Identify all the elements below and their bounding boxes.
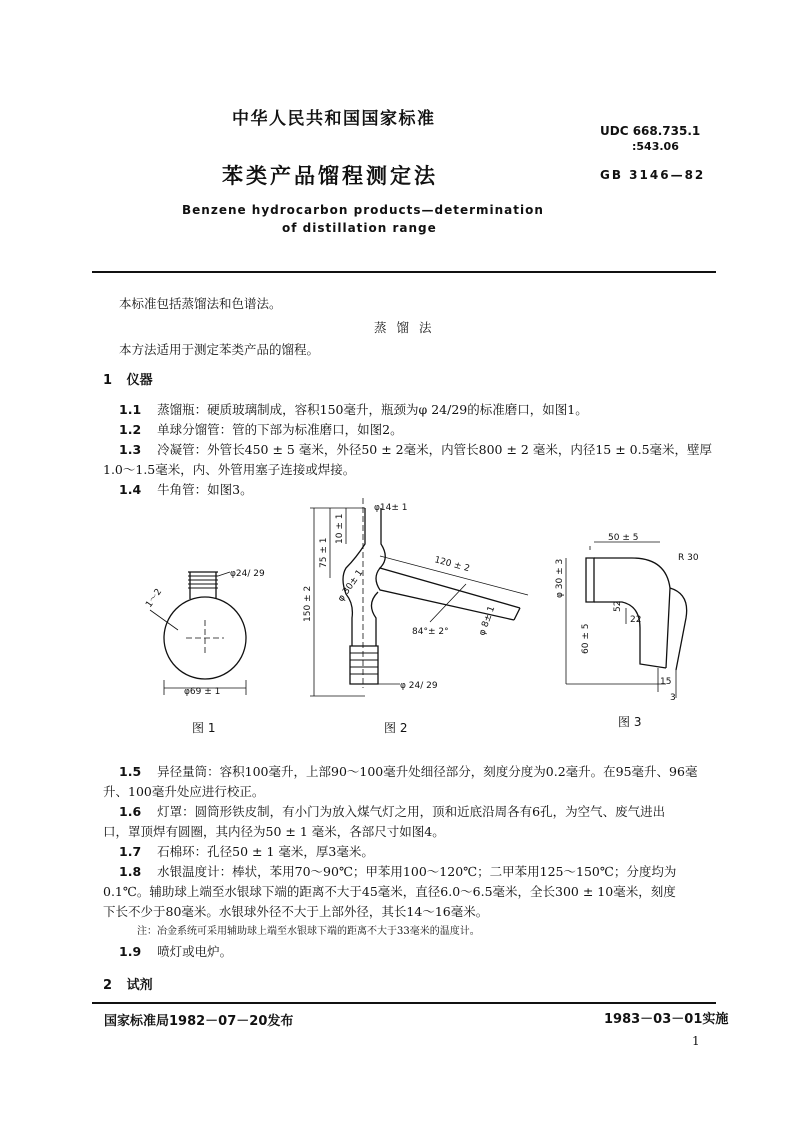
fig3-width: 50 ± 5 (608, 533, 639, 543)
clause-1-8-cont2: 下长不少于80毫米。水银球外径不大于上部外径，其长14～16毫米。 (103, 904, 489, 919)
clause-number: 1.4 (119, 482, 142, 497)
clause-1-6-cont: 口，罩顶焊有圆圈，其内径为50 ± 1 毫米，各部尺寸如图4。 (103, 824, 445, 839)
clause-number: 1.7 (119, 844, 142, 859)
clause-1-5-cont: 升、100毫升处应进行校正。 (103, 784, 265, 799)
clause-1-7 (119, 842, 374, 860)
fig2-bulb: φ 30± 1 (336, 568, 366, 604)
fig1-offset-label: 1～2 (144, 587, 165, 610)
clause-1-4 (119, 480, 253, 498)
section-1-heading (103, 369, 153, 388)
gb-standard-number: GB 3146—82 (600, 168, 706, 182)
clause-text: 单球分馏管：管的下部为标准磨口，如图2。 (157, 422, 403, 437)
fig2-arm-dia: φ 8± 1 (477, 604, 498, 638)
clause-text: 石棉环：孔径50 ± 1 毫米，厚3毫米。 (157, 844, 374, 859)
clause-text: 异径量筒：容积100毫升，上部90～100毫升处细径部分，刻度分度为0.2毫升。在95毫升、96毫 (157, 764, 698, 779)
udc-code-cont: :543.06 (632, 140, 679, 153)
method-heading: 蒸 馏 法 (374, 320, 435, 335)
issuing-country-title: 中华人民共和国国家标准 (232, 109, 436, 129)
clause-1-3 (119, 440, 712, 458)
section-2-heading (103, 974, 153, 993)
clause-number: 1.9 (119, 944, 142, 959)
clause-text: 冷凝管：外管长450 ± 5 毫米，外径50 ± 2毫米，内管长800 ± 2 毫米，内径15 ± 0.5毫米，壁厚 (157, 442, 713, 457)
fig2-len75: 75 ± 1 (319, 537, 329, 568)
fig3-len3: 3 (670, 693, 676, 703)
english-title-line2: of distillation range (282, 221, 437, 235)
clause-1-6 (119, 802, 665, 820)
clause-1-9 (119, 942, 232, 960)
clause-number: 1.5 (119, 764, 142, 779)
clause-1-3-cont: 1.0～1.5毫米，内、外管用塞子连接或焊接。 (103, 462, 356, 477)
clause-text: 牛角管：如图3。 (157, 482, 253, 497)
fig2-arm: 120 ± 2 (433, 555, 471, 575)
fig2-len150: 150 ± 2 (303, 585, 313, 622)
clause-number: 1.2 (119, 422, 142, 437)
fig2-top-dia: φ14± 1 (374, 503, 408, 513)
fig2-angle: 84°± 2° (412, 627, 449, 637)
udc-code: UDC 668.735.1 (600, 124, 701, 138)
english-title-line1: Benzene hydrocarbon products—determination (182, 203, 544, 217)
footer-divider (92, 1002, 716, 1004)
effective-date: 1983－03－01实施 (604, 1012, 729, 1027)
page-number: 1 (692, 1034, 700, 1048)
figures-illustration (0, 498, 794, 758)
clause-1-2 (119, 420, 403, 438)
section-title: 仪器 (126, 373, 153, 388)
fig3-caption: 图 3 (618, 715, 642, 729)
applicability-statement: 本方法适用于测定苯类产品的馏程。 (119, 342, 320, 357)
fig3-radius: R 30 (678, 553, 699, 563)
clause-number: 1.6 (119, 804, 142, 819)
clause-number: 1.3 (119, 442, 142, 457)
document-title: 苯类产品馏程测定法 (222, 164, 438, 188)
clause-1-5 (119, 762, 697, 780)
clause-text: 蒸馏瓶：硬质玻璃制成，容积150毫升，瓶颈为φ 24/29的标准磨口，如图1。 (157, 402, 588, 417)
fig3-len52: 52 (613, 600, 623, 612)
clause-number: 1.1 (119, 402, 142, 417)
thermometer-note: 注：冶金系统可采用辅助球上端至水银球下端的距离不大于33毫米的温度计。 (137, 926, 480, 937)
fig1-caption: 图 1 (192, 721, 216, 735)
section-title: 试剂 (126, 978, 153, 993)
header-divider (92, 271, 716, 273)
section-number: 1 (103, 373, 113, 388)
clause-1-1 (119, 400, 588, 418)
clause-1-8 (119, 862, 676, 880)
issue-date: 国家标准局1982－07－20发布 (104, 1014, 294, 1029)
fig1-flask-drawing (150, 572, 246, 695)
fig3-len22: 22 (630, 615, 642, 625)
fig2-caption: 图 2 (384, 721, 408, 735)
fig1-diameter-label: φ69 ± 1 (184, 687, 221, 697)
fig3-len15: 15 (660, 677, 672, 687)
scope-statement: 本标准包括蒸馏法和色谱法。 (119, 296, 282, 311)
fig2-joint: φ 24/ 29 (400, 681, 438, 691)
clause-text: 喷灯或电炉。 (157, 944, 233, 959)
clause-text: 灯罩：圆筒形铁皮制，有小门为放入煤气灯之用，顶和近底沿周各有6孔，为空气、废气进出 (157, 804, 666, 819)
clause-1-8-cont: 0.1℃。辅助球上端至水银球下端的距离不大于45毫米，直径6.0～6.5毫米，全长300 ± 10毫米，刻度 (103, 884, 676, 899)
fig2-len10: 10 ± 1 (335, 513, 345, 544)
fig1-neck-label: φ24/ 29 (230, 569, 265, 579)
clause-text: 水银温度计：棒状，苯用70～90℃；甲苯用100～120℃；二甲苯用125～150℃；分度均为 (157, 864, 677, 879)
clause-number: 1.8 (119, 864, 142, 879)
fig3-len60: 60 ± 5 (581, 623, 591, 654)
fig3-dia: φ 30 ± 3 (555, 558, 565, 598)
fig3-adapter-drawing (566, 542, 687, 698)
section-number: 2 (103, 978, 113, 993)
